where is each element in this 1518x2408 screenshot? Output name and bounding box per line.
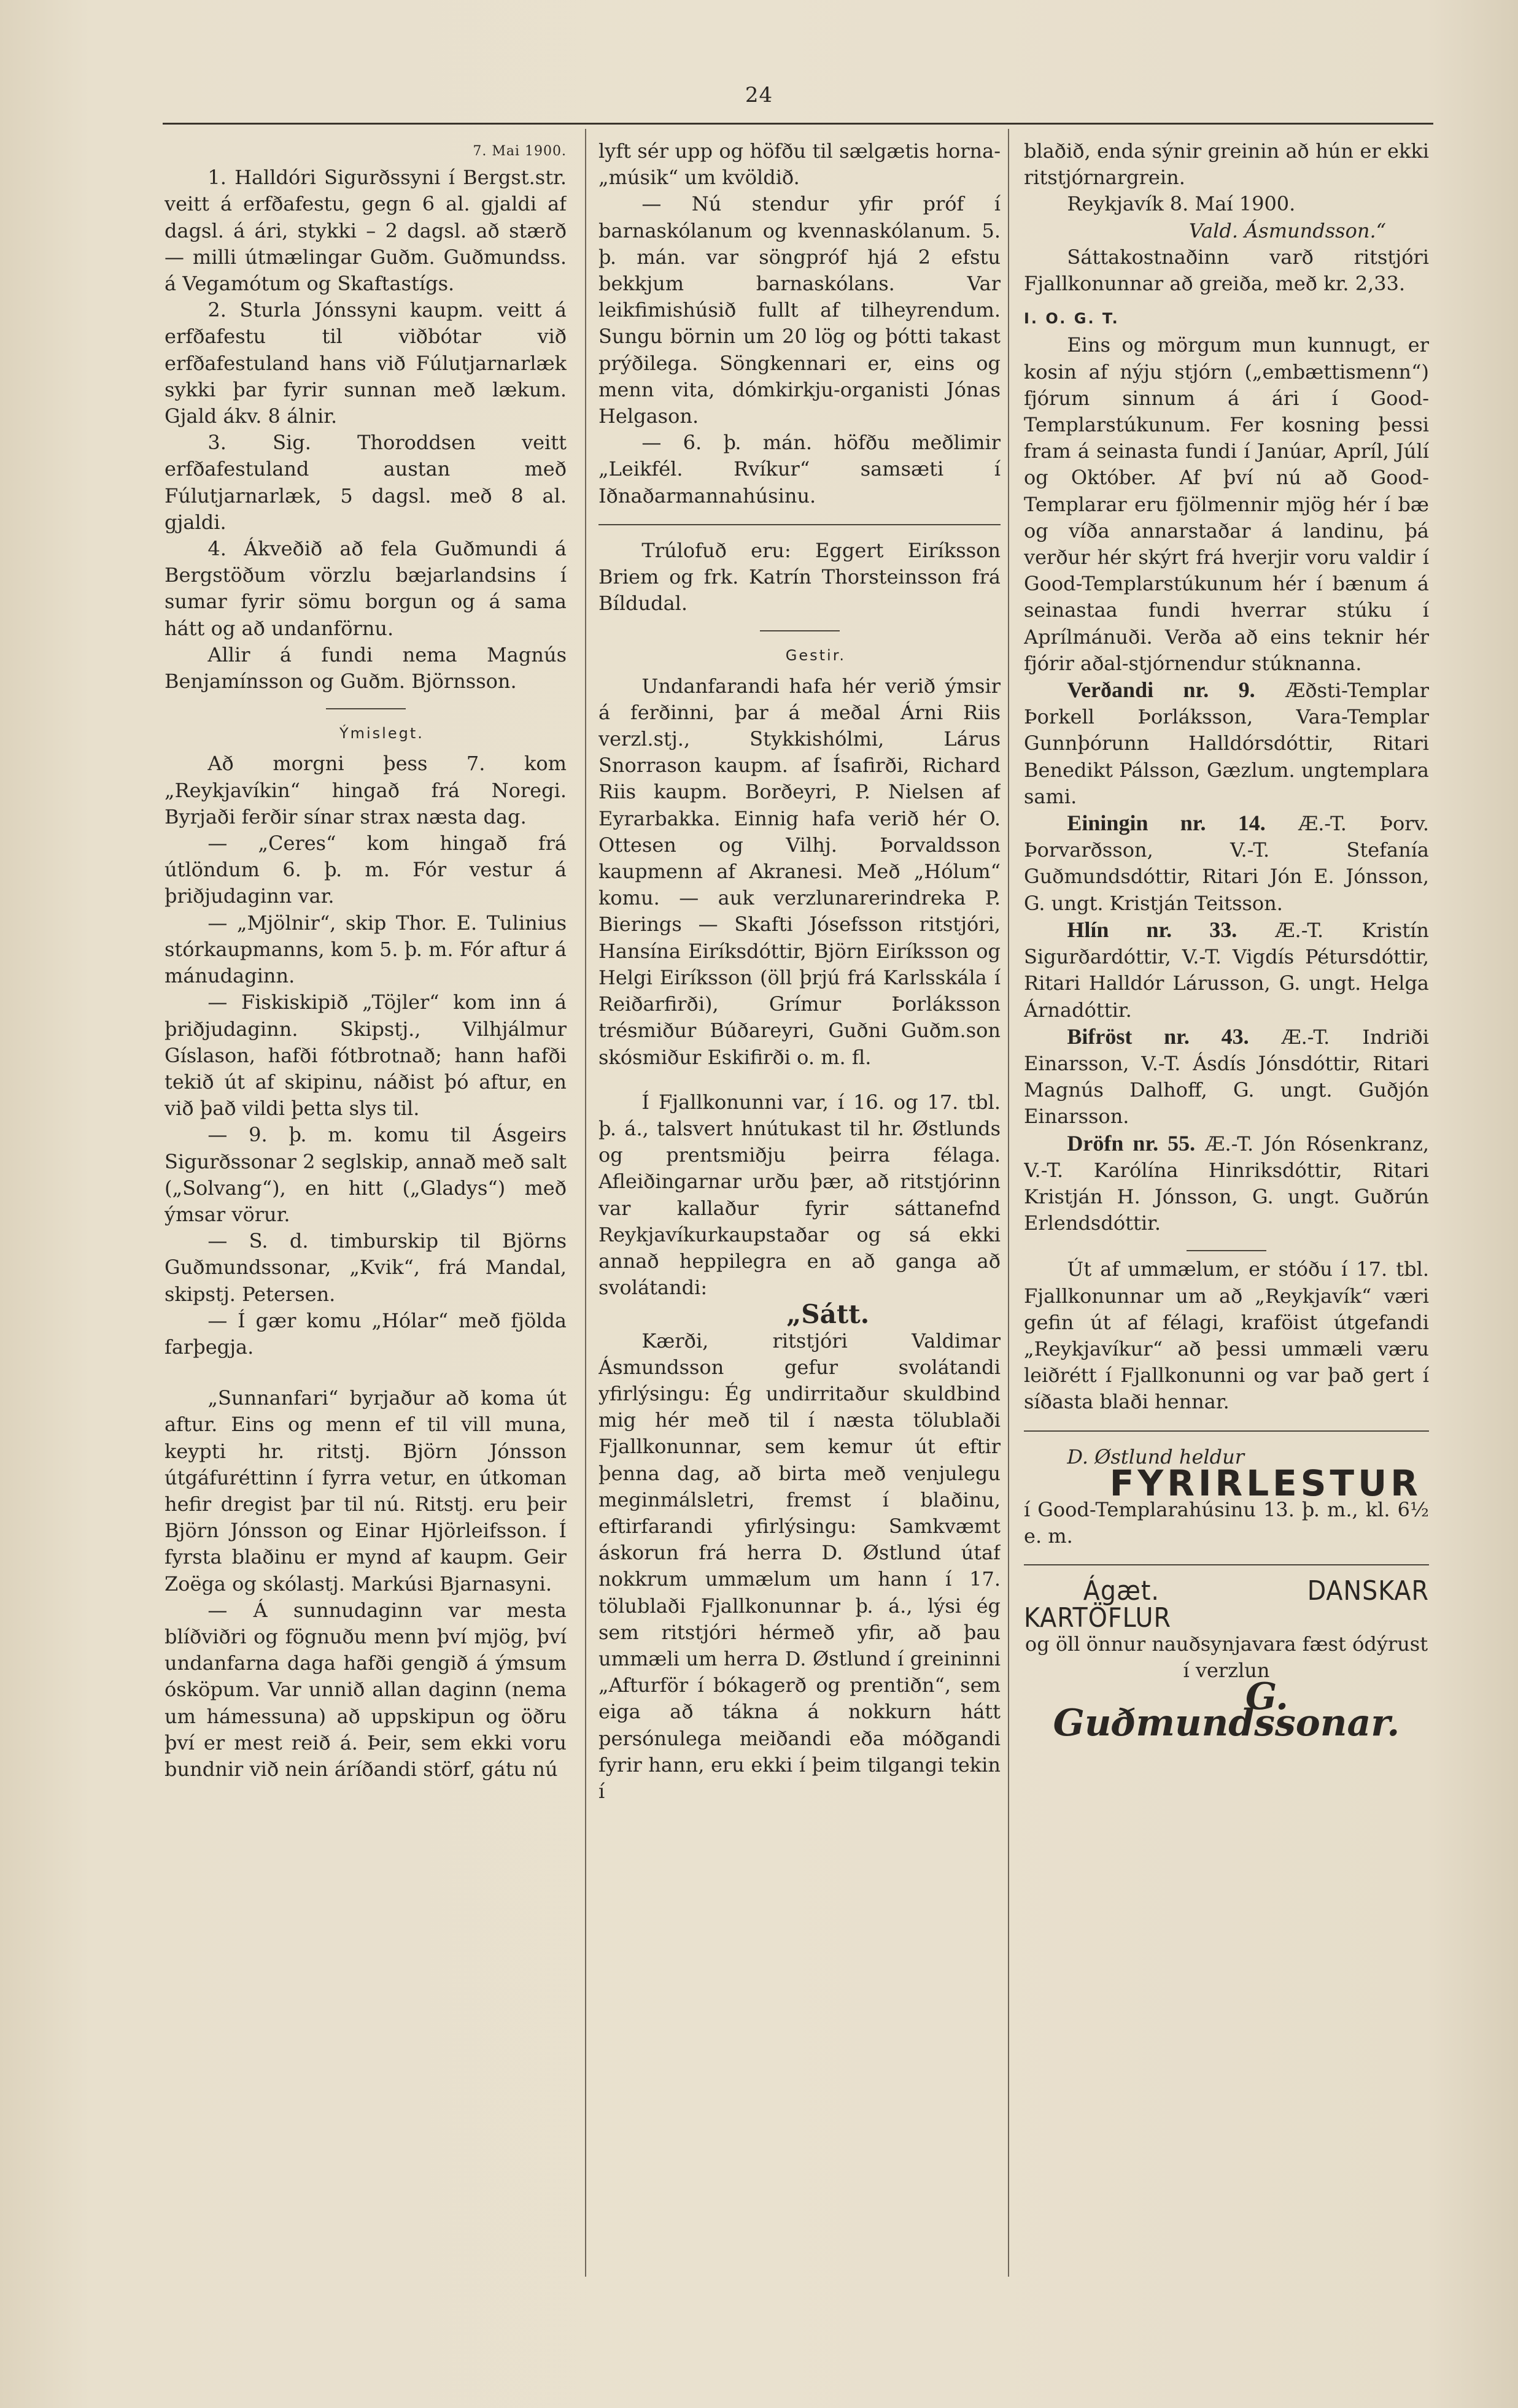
ad-divider-1 bbox=[1024, 1430, 1429, 1432]
settlement: Sáttakostnaðinn varð ritstjóri Fjallkonunnar að greiða, með kr. 2,33. bbox=[1024, 245, 1429, 296]
column-2 bbox=[598, 138, 1001, 2323]
ad-potatoes-text: og öll önnur nauðsynjavara fæst ódýrust í verzlun bbox=[1024, 1632, 1428, 1682]
misc-9: — Á sunnudaginn var mesta blíðviðri og fögnuðu menn því mjög, því undanfarna daga hafði gengið á ýmsum ósköpum. Var unnið allan daginn (nema um hámessuna) að uppskipun og öðru því er mest reið á. Þeir, sem ekki voru bundnir við nein áríðandi störf, gátu nú bbox=[165, 1598, 567, 1781]
misc-3: — „Mjölnir“, skip Thor. E. Tulinius stórkaupmanns, kom 5. þ. m. Fór aftur á mánudaginn. bbox=[165, 911, 567, 988]
misc-5: — 9. þ. m. komu til Ásgeirs Sigurðssonar 2 seglskip, annað með salt („Solvang“), en hitt („Gladys“) með ýmsar vörur. bbox=[165, 1123, 567, 1226]
lodge-4 bbox=[1024, 1024, 1429, 1130]
satt-title: „Sátt. bbox=[786, 1299, 870, 1330]
iogt-text: Eins og mörgum mun kunnugt, er kosin af nýju stjórn („embættismenn“) fjórum sinnum á ári í Good-Templarstúkunum. Fer kosning þessi fram á seinasta fundi í Janúar, Apríl, Júlí og Október. Af því nú að Good-Templarar eru fjölmennir mjög hér í bæ og víða annarstaðar á landinu, þá verður hér skýrt frá hverjir voru valdir í Good-Templarstúkunum hér í bænum á seinastaa fundi hverrar stúku í Aprílmánuði. Verða að eins teknir hér fjórir aðal-stjórnendur stúknanna. bbox=[1024, 333, 1429, 675]
item-1: 1. Halldóri Sigurðssyni í Bergst.str. veitt á erfðafestu, gegn 6 al. gjaldi af dagsl. á ári, stykki – 2 dagsl. að stærð — milli útmælingar Guðm. Guðmundss. á Vegamótum og Skaftastígs. bbox=[165, 166, 567, 296]
misc-1: Að morgni þess 7. kom „Reykjavíkin“ hingað frá Noregi. Byrjaði ferðir sínar strax næsta dag. bbox=[165, 752, 567, 828]
section-divider bbox=[760, 630, 840, 631]
misc-8: „Sunnanfari“ byrjaður að koma út aftur. Eins og menn ef til vill muna, keypti hr. ritstj. Björn Jónsson útgáfuréttinn í fyrra vetur, en útkoman hefir dregist þar til nú. Ritstj. eru þeir Björn Jónsson og Einar Hjörleifsson. Í fyrsta blaðinu er mynd af kaupm. Geir Zoëga og skólastj. Markúsi Bjarnasyni. bbox=[165, 1386, 567, 1596]
lodge-name-1: Verðandi nr. 9. bbox=[1067, 677, 1255, 703]
lodge-text-4: Æ.-T. Indriði Einarsson, V.-T. Ásdís Jónsdóttir, Ritari Magnús Dalhoff, G. ungt. Guðjón Einarsson. bbox=[1024, 1025, 1429, 1129]
dateline: 7. Mai 1900. bbox=[473, 144, 567, 159]
lodge-5 bbox=[1024, 1130, 1429, 1237]
para-1: lyft sér upp og höfðu til sælgætis horna-„músik“ um kvöldið. bbox=[598, 139, 1001, 190]
lodge-text-3: Æ.-T. Kristín Sigurðardóttir, V.-T. Vigdís Pétursdóttir, Ritari Halldór Lárusson, G. ungt. Helga Árnadóttir. bbox=[1024, 918, 1429, 1022]
para-3: — 6. þ. mán. höfðu meðlimir „Leikfél. Rvíkur“ samsæti í Iðnaðarmannahúsinu. bbox=[598, 431, 1001, 507]
item-2: 2. Sturla Jónssyni kaupm. veitt á erfðafestu til viðbótar við erfðafestuland hans við Fúlutjarnarlæk sykki þar fyrir sunnan með lækum. Gjald ákv. 8 álnir. bbox=[165, 298, 567, 428]
column-3 bbox=[1024, 138, 1429, 2323]
ad-potatoes-title: Ágæt. DANSKAR KARTÖFLUR bbox=[1024, 1575, 1429, 1634]
lodge-text-1: Æðsti-Templar Þorkell Þorláksson, Vara-Templar Gunnþórunn Halldórsdóttir, Ritari Benedikt Pálsson, Gæzlum. ungtemplara sami. bbox=[1024, 679, 1429, 808]
column-1 bbox=[165, 138, 567, 2323]
section-divider bbox=[1187, 1250, 1266, 1251]
lodge-1 bbox=[1024, 677, 1429, 810]
ad-lecture-title: FYRIRLESTUR bbox=[1109, 1462, 1422, 1504]
misc-2: — „Ceres“ kom hingað frá útlöndum 6. þ. m. Fór vestur á þriðjudaginn var. bbox=[165, 832, 567, 908]
lodge-name-2: Einingin nr. 14. bbox=[1067, 811, 1266, 836]
lodge-text-2: Æ.-T. Þorv. Þorvarðsson, V.-T. Stefanía Guðmundsdóttir, Ritari Jón E. Jónsson, G. ungt. Kristján Teitsson. bbox=[1024, 812, 1429, 915]
lodge-text-5: Æ.-T. Jón Rósenkranz, V.-T. Karólína Hinriksdóttir, Ritari Kristján H. Jónsson, G. ungt. Guðrún Erlendsdóttir. bbox=[1024, 1132, 1429, 1235]
para-2: Reykjavík 8. Maí 1900. bbox=[1067, 192, 1296, 216]
para-4: Trúlofuð eru: Eggert Eiríksson Briem og frk. Katrín Thorsteinsson frá Bíldudal. bbox=[598, 538, 1001, 616]
satt-text: Kærði, ritstjóri Valdimar Ásmundsson gefur svolátandi yfirlýsingu: Ég undirritaður skuldbind mig hér með til í næsta tölublaði Fjallkonunnar, sem kemur út eftir þenna dag, að birta með venjulegu meginmálsletri, fremst í blaðinu, eftirfarandi yfirlýsingu: Samkvæmt áskorun frá herra D. Østlund útaf nokkrum ummælum um hann í 17. tölublaði Fjallkonunnar þ. á., lýsi ég sem ritstjóri hérmeð yfir, að þau ummæli um herra D. Østlund í greininni „Afturför í bókagerð og prentiðn“, sem eiga að tákna á nokkurn hátt persónulega meiðandi eða móðgandi fyrir hann, eru ekki í þeim tilgangi tekin í bbox=[598, 1329, 1001, 1803]
column-rule-1 bbox=[585, 129, 586, 2277]
lodge-3 bbox=[1024, 917, 1429, 1024]
misc-7: — Í gær komu „Hólar“ með fjölda farþegja. bbox=[165, 1308, 567, 1359]
ad-divider-2 bbox=[1024, 1564, 1429, 1565]
heading-gestir: Gestir. bbox=[785, 647, 846, 665]
item-3: 3. Sig. Thoroddsen veitt erfðafestuland austan með Fúlutjarnarlæk, 5 dagsl. með 8 al. gjaldi. bbox=[165, 431, 567, 534]
section-divider bbox=[326, 708, 406, 709]
lodge-name-3: Hlín nr. 33. bbox=[1067, 917, 1237, 942]
gestir-1: Undanfarandi hafa hér verið ýmsir á ferðinni, þar á meðal Árni Riis verzl.stj., Stykkishólmi, Lárus Snorrason kaupm. af Ísafirði, Richard Riis kaupm. Borðeyri, P. Nielsen af Eyrarbakka. Einnig hafa verið hér O. Ottesen og Vilhj. Þorvaldsson kaupmenn af Akranesi. Með „Hólum“ komu. — auk verzlunarerindreka P. Bierings — Skafti Jósefsson ritstjóri, Hansína Eiríksdóttir, Björn Eiríksson og Helgi Eiríksson (öll þrjú frá Karlsskála í Reiðarfirði), Grímur Þorláksson trésmiður Búðareyri, Guðni Guðm.son skósmiður Eskifirði o. m. fl. bbox=[598, 674, 1001, 1069]
para-1: blaðið, enda sýnir greinin að hún er ekki ritstjórnargrein. bbox=[1024, 139, 1429, 190]
lodge-name-5: Dröfn nr. 55. bbox=[1067, 1130, 1196, 1156]
heading-ymislegt: Ýmislegt. bbox=[339, 725, 424, 743]
top-rule bbox=[163, 123, 1433, 125]
ad-lecture-details: í Good-Templarahúsinu 13. þ. m., kl. 6½ e. m. bbox=[1024, 1497, 1429, 1548]
lodge-2 bbox=[1024, 810, 1429, 917]
lodge-name-4: Bifröst nr. 43. bbox=[1067, 1024, 1249, 1049]
gestir-2: Í Fjallkonunni var, í 16. og 17. tbl. þ. á., talsvert hnútukast til hr. Østlunds og prentsmiðju þeirra félaga. Afleiðingarnar urðu þær, að ritstjórinn var kallaður fyrir sáttanefnd Reykjavíkurkaupstaðar og sá ekki annað heppilegra en að ganga að svolátandi: bbox=[598, 1090, 1001, 1300]
item-4: 4. Ákveðið að fela Guðmundi á Bergstöðum vörzlu bæjarlandsins í sumar fyrir sömu borgun og á sama hátt og að undanförnu. bbox=[165, 537, 567, 640]
item-5: Allir á fundi nema Magnús Benjamínsson og Guðm. Björnsson. bbox=[165, 643, 567, 693]
misc-4: — Fiskiskipið „Töjler“ kom inn á þriðjudaginn. Skipstj., Vilhjálmur Gíslason, hafði fótbrotnað; hann hafði tekið út af skipinu, náðist þó aftur, en við það vildi þetta slys til. bbox=[165, 990, 567, 1121]
divider bbox=[598, 524, 1001, 525]
ad-store-signature: G. Guðmundssonar. bbox=[1053, 1675, 1400, 1745]
ad-lecture-intro: D. Østlund heldur bbox=[1067, 1445, 1245, 1468]
misc-6: — S. d. timburskip til Björns Guðmundssonar, „Kvik“, frá Mandal, skipstj. Petersen. bbox=[165, 1229, 567, 1306]
signature: Vald. Ásmundsson.“ bbox=[1188, 218, 1386, 242]
heading-iogt: I. O. G. T. bbox=[1024, 310, 1120, 328]
para-2: — Nú stendur yfir próf í barnaskólanum og kvennaskólanum. 5. þ. mán. var söngpróf hjá 2 efstu bekkjum barnaskólans. Var leikfimishúsið fullt af tilheyrendum. Sungu börnin um 20 lög og þótti takast prýðilega. Söngkennari er, eins og menn vita, dómkirkju-organisti Jónas Helgason. bbox=[598, 192, 1001, 428]
closing-note: Út af ummælum, er stóðu í 17. tbl. Fjallkonunnar um að „Reykjavík“ væri gefin út af félagi, kraföist útgefandi „Reykjavíkur“ að þessi ummæli væru leiðrétt í Fjallkonunni og var það gert í síðasta blaði hennar. bbox=[1024, 1257, 1429, 1414]
page-number: 24 bbox=[745, 83, 773, 107]
column-rule-2 bbox=[1008, 129, 1009, 2277]
